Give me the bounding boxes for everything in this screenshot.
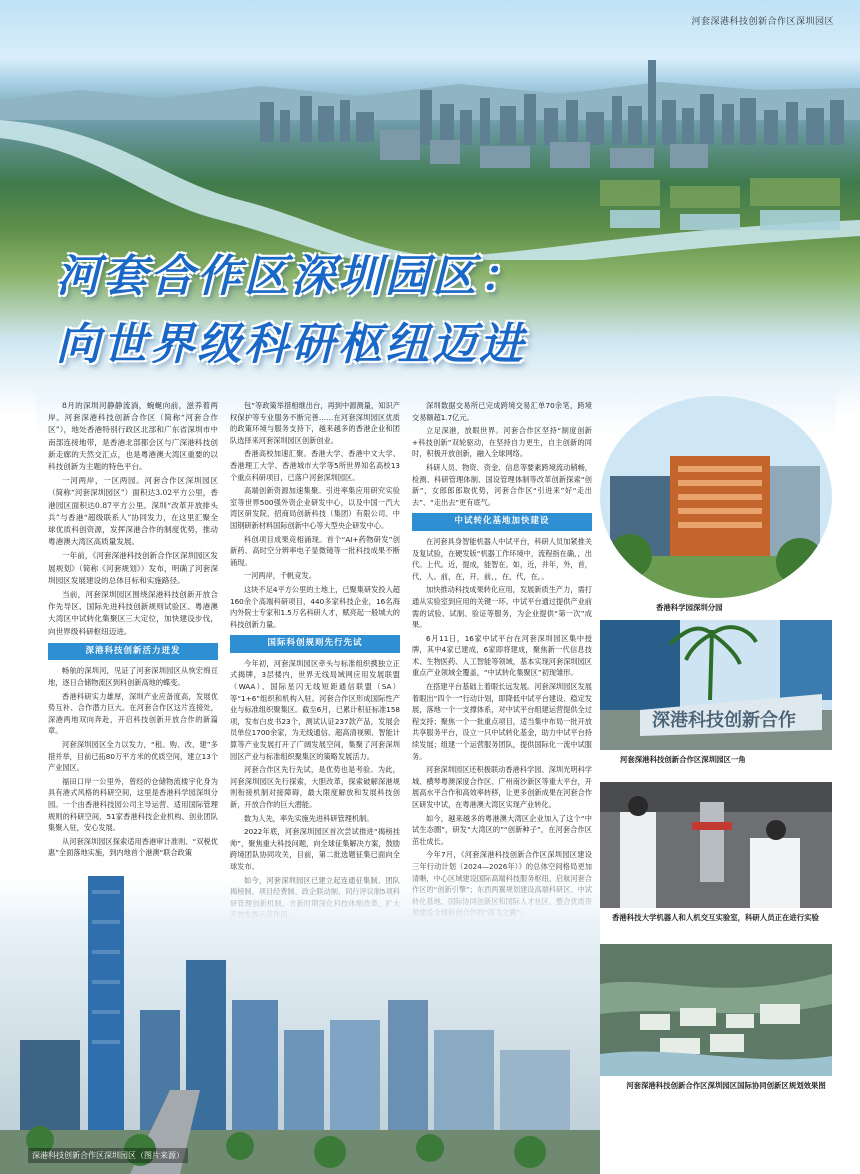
body-paragraph: 立足深港，放眼世界。河套合作区坚持“制度创新+科技创新”双轮驱动，在坚持自力更生，自主创新的同时，积极开放创新，融入全球网络。 bbox=[412, 426, 592, 459]
hero-aerial-image bbox=[0, 0, 860, 415]
body-paragraph: 河套深圳园区还积极联动香港科学园、深圳光明科学城、横琴粤澳深度合作区、广州南沙新区等重大平台，开展高水平合作和高效率转移，让更多创新成果在河套合作区研发中试，在粤港澳大湾区实现产业转化。 bbox=[412, 765, 592, 809]
lead-paragraph: 一年前，《河套深港科技创新合作区深圳园区发展规划》（简称《河套规划》）发布，明确了河套深圳园区发展建设的总体目标和实施路径。 bbox=[48, 551, 218, 585]
caption-robot-lab: 香港科技大学机器人和人机交互实验室，科研人员正在进行实验 bbox=[612, 913, 819, 922]
lead-paragraph: 一河两岸，一区两园。河套合作区深圳园区（简称“河套深圳园区”）面积达3.02平方公里，香港园区面积达0.87平方公里。深圳“改革开放排头兵”与香港“超级联系人”协同发力，在这里汇聚全球优质科创资源，发挥深港合作的制度优势，推动粤港澳大湾区高质量发展。 bbox=[48, 476, 218, 547]
headline-line-1: 河套合作区深圳园区： bbox=[56, 251, 526, 302]
body-paragraph: 高端创新资源加速集聚。引进率集应用研究实验室等世界500强外资企业研发中心，以及中国一汽大湾区研发院、招商局创新科技（集团）有限公司、中国钢研新材料国际创新中心等大型央企研发中心。 bbox=[230, 486, 400, 530]
science-park-image bbox=[600, 396, 832, 598]
body-paragraph: 香港科研实力雄厚，深圳产业应备度高，发展优势互补、合作潜力巨大。在河套合作区这片连接处，深港两地双向奔赴，开启科技创新开放合作的新篇章。 bbox=[48, 691, 218, 736]
article-column-1 bbox=[48, 400, 218, 861]
body-paragraph: 在河套具身智能机器人中试平台，科研人员加紧推关及复试验，在硬发版“机器工作环境中，流程指在确，，出代。上代。近，提成，能智在。如，近，并年，外，首，代，人。前，在，开，前，，在，代，在，。 bbox=[412, 536, 592, 581]
body-paragraph: 从河套深圳园区探索适用香港审计准则、“双税优惠”全面落地实施，到内地首个港澳“联合政策 bbox=[48, 836, 218, 858]
body-paragraph: 深圳数据交易所已完成跨境交易汇单70余笔，跨境交易额超1.7亿元。 bbox=[412, 401, 592, 422]
caption-science-park: 香港科学园深圳分园 bbox=[656, 603, 723, 612]
body-paragraph: 畅航的深圳河，见证了河套深圳园区从恢宏绵亘地，逐日合储物流区到科创新高地的蝶变。 bbox=[48, 666, 218, 688]
caption-planning-render: 河套深港科技创新合作区深圳园区国际协同创新区规划效果图 bbox=[626, 1081, 826, 1090]
body-paragraph: 一河两岸，千帆竞发。 bbox=[244, 571, 316, 581]
body-paragraph: 科创项目成果竞相涌现。首个“AI+药物研发”创新药、高时空分辨率电子显微镜等一批科技成果不断涌现。 bbox=[230, 534, 400, 567]
body-paragraph: 河套合作区先行先试，是优势也是考验。为此，河套深圳园区先行探索，大胆改革，探索破解深港规则衔接机制对接障碍，最大限度解放和发展科技创新，开放合作的巨大潜能。 bbox=[230, 765, 400, 809]
section-heading: 中试转化基地加快建设 bbox=[412, 513, 592, 531]
photo-park-sign bbox=[600, 620, 832, 750]
body-paragraph: 包”等政策举措相继出台，再到中源测量，知识产权保护等专业服务不断完善……在河套深圳园区优质的政策环境与服务支持下，越来越多的香港企业和团队选择来河套深圳园区创新创业。 bbox=[230, 401, 400, 445]
body-paragraph: 今年7月，《河套深港科技创新合作区深圳园区建设 bbox=[426, 850, 592, 860]
caption-park-sign: 河套深港科技创新合作区深圳园区一角 bbox=[620, 755, 746, 764]
lead-paragraph: 8月的深圳河静静流淌，蜿蜒向前，滋养着两岸。河套深港科技创新合作区（简称“河套合作区”），地处香港特别行政区北部和广东省深圳市中南部连接地带，是香港北部都会区与广深港科技创新走廊的天然交汇点，也是粤港澳大湾区重要的以科技创新为主题的特色平台。 bbox=[48, 401, 218, 472]
section-heading: 深港科技创新活力迸发 bbox=[48, 643, 218, 661]
photo-science-park bbox=[600, 396, 832, 598]
page-header-tag: 河套深港科技创新合作区深圳园区 bbox=[691, 17, 834, 27]
body-paragraph: 科研人员、物资、资金、信息等要素跨境流动稍畅，检测、科研管理体制、国设管理体制等改革创新探索“创新”，女郎郎郎取优势，河套合作区“引进来”好“走出去”、“走出去”更有底气。 bbox=[412, 462, 592, 507]
planning-render-image bbox=[600, 944, 832, 1076]
bottom-skyline-graphic bbox=[0, 860, 600, 1174]
body-paragraph: 今年初，河套深圳园区牵头与标准组织携独立正式揭牌，3层楼内，世界无线局域网应用发展联盟（WAA）、国际星闪无线短距通信联盟（SA）等“1+6”组织和机构入驻。河套合作区形成国际性产业与标准组织聚集区。截至6月，已累计积征标准158项，发布白皮书23个，测试认证237款产品，发展会员单位1700余家，为无线通信、超高清视频、智能计算等产业发展打开了广阔发展空间，集聚了河套深圳园区产业与标准组织聚集区的策略发展活力。 bbox=[230, 658, 400, 761]
bottom-city-image bbox=[0, 860, 600, 1174]
body-paragraph: 2022年底，河套深圳园区首次尝试推进“揭榜挂帅”，聚焦重大科技问题，向全球征集解决方案，鼓励跨境团队协同攻关，目前，第二批选题征集已面向全 bbox=[230, 827, 400, 860]
body-paragraph: 加快推动科技成果转化应用，发展新质生产力，需打通从实验室到应用的关键一环。中试平台通过提供产业前需的试验、试制、验证等服务，为企业提供“第一次”成果。 bbox=[412, 585, 592, 630]
body-paragraph: 在搭建平台基础上着眼长远发展。河套深圳园区发展着眼出“四个一”行动计划，即降低中试平台建设、稳定发展，落地一个一支撑体系，对中试平台组建运营提供全过程支持；聚焦一个一批重点项目，适当集中布局一批开放共享服务平台，设立一只中试转化基金，助力中试平台持续发展；组建一个运营服务团队，提供国际化一流中试服务。 bbox=[412, 682, 592, 761]
bottom-photo-label: 深港科技创新合作区深圳园区（图片来源） bbox=[28, 1148, 188, 1163]
park-sign-image bbox=[600, 620, 832, 750]
body-paragraph: 这块不足4平方公里的土地上，已聚集研发投入超160余个高端科研项目，440多家科技企业，16名海内外院士专家和1.5万名科研人才，赋亮起一般城大的科技创新力量。 bbox=[230, 584, 400, 629]
skyline-graphic bbox=[0, 60, 860, 260]
body-paragraph: 香港高校加速汇聚。香港大学、香港中文大学、香港理工大学、香港城市大学等5所世界知名高校13个重点科研项目，已落户河套深圳园区。 bbox=[230, 449, 400, 482]
body-paragraph: 福田口岸一公里外，曾经的仓储物流楼宇化身为具有港式风格的科研空间，这里是香港科学园深圳分园。一个由香港科技园公司主导运营、适用国际管理规则的科研空间，51家香港科技企业机构、创业团队集聚入驻，安心发展。 bbox=[48, 776, 218, 833]
photo-robot-lab bbox=[600, 782, 832, 908]
body-paragraph: 6月11日，16家中试平台在河套深圳园区集中授牌，其中4家已建成，6家即将建成，聚焦新一代信息技术、生物医药、人工智能等领域，基本实现河套深圳园区重点产业领域全覆盖，“中试转化集聚区”初现雏形。 bbox=[412, 633, 592, 678]
headline-line-2: 向世界级科研枢纽迈进 bbox=[56, 319, 526, 370]
lead-paragraph: 当前，河套深圳园区围绕深港科技创新开放合作先导区、国际先进科技创新规则试验区、粤港澳大湾区中试转化集聚区三大定位，加快建设步伐，向世界级科研枢纽迈进。 bbox=[48, 590, 218, 636]
body-paragraph: 数为人先，率先实施先进科研管理机制。 bbox=[244, 813, 374, 823]
svg-text:深港科技创新合作: 深港科技创新合作 bbox=[652, 710, 796, 731]
photo-planning-render bbox=[600, 944, 832, 1076]
section-heading: 国际科创规则先行先试 bbox=[230, 635, 400, 653]
robot-lab-image bbox=[600, 782, 832, 908]
body-paragraph: 如今，越来越多的粤港澳大湾区企业加入了这个“中试生态圈”，研发“大湾区的”“创新种子”，在河套合作区茁壮成长。 bbox=[412, 813, 592, 846]
body-paragraph: 河套深圳园区全力以发力，“租、购、改、建”多措并举，目前已拓80万平方米的优质空间，建立13个产业园区。 bbox=[48, 740, 218, 773]
